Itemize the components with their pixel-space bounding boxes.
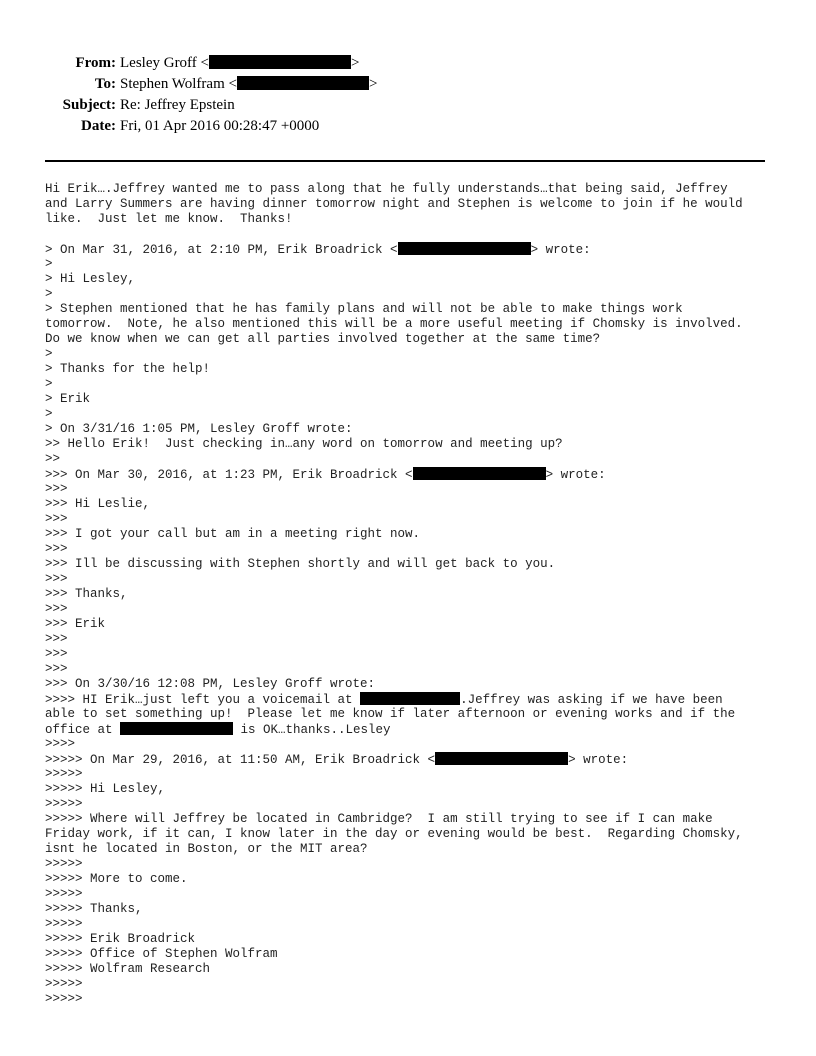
subject-value: Re: Jeffrey Epstein <box>120 97 235 113</box>
body-line: >>>>> <box>45 977 83 991</box>
body-line: > Thanks for the help! <box>45 362 211 376</box>
body-line: isnt he located in Boston, or the MIT area? <box>45 842 368 856</box>
body-line: >>>> <box>45 737 76 751</box>
body-line: >>> <box>45 632 68 646</box>
body-line <box>45 692 785 707</box>
blank-line <box>45 227 785 242</box>
from-label: From: <box>75 55 116 71</box>
attribution-text: >>> On Mar 30, 2016, at 1:23 PM, Erik Broadrick < <box>45 468 413 482</box>
attribution-text: > wrote: <box>530 243 591 257</box>
from-name: Lesley Groff < <box>120 55 209 71</box>
body-line: > Hi Lesley, <box>45 272 136 286</box>
attribution-text: >>>>> On Mar 29, 2016, at 11:50 AM, Erik Broadrick < <box>45 753 436 767</box>
body-line: >>>>> Hi Lesley, <box>45 782 166 796</box>
body-line: >>>>> <box>45 767 83 781</box>
body-line: > <box>45 377 53 391</box>
body-text: .Jeffrey was asking if we have been <box>460 693 723 707</box>
body-line: >>> <box>45 647 68 661</box>
subject-label: Subject: <box>62 97 116 113</box>
body-line: > <box>45 257 53 271</box>
body-line: > <box>45 347 53 361</box>
date-label: Date: <box>81 118 116 134</box>
body-line: >>> Erik <box>45 617 106 631</box>
redaction-bar <box>360 692 460 705</box>
body-line: > <box>45 287 53 301</box>
body-line: Do we know when we can get all parties involved together at the same time? <box>45 332 601 346</box>
body-line: >> Hello Erik! Just checking in…any word on tomorrow and meeting up? <box>45 437 563 451</box>
body-line: > On 3/31/16 1:05 PM, Lesley Groff wrote: <box>45 422 353 436</box>
to-row <box>0 74 816 95</box>
body-line: >>>>> More to come. <box>45 872 188 886</box>
from-row <box>0 53 816 74</box>
body-line: > <box>45 407 53 421</box>
body-line: >>>>> Where will Jeffrey be located in Cambridge? I am still trying to see if I can make <box>45 812 713 826</box>
attribution-text: > wrote: <box>545 468 606 482</box>
quote-attribution <box>45 752 785 767</box>
body-line: >>> On 3/30/16 12:08 PM, Lesley Groff wrote: <box>45 677 376 691</box>
redaction-bar <box>435 752 568 765</box>
body-line: >>>>> Wolfram Research <box>45 962 211 976</box>
body-line: >>>>> Office of Stephen Wolfram <box>45 947 278 961</box>
body-line: > Erik <box>45 392 91 406</box>
redaction-bar <box>209 55 351 69</box>
email-header <box>0 53 816 137</box>
body-line: >>>>> <box>45 887 83 901</box>
body-line: >>> <box>45 572 68 586</box>
to-close: > <box>368 76 378 92</box>
body-line: and Larry Summers are having dinner tomorrow night and Stephen is welcome to join if he would <box>45 197 743 211</box>
body-line: >>>>> Erik Broadrick <box>45 932 196 946</box>
subject-row <box>0 95 816 116</box>
to-name: Stephen Wolfram < <box>120 76 237 92</box>
body-line: >>> Thanks, <box>45 587 128 601</box>
redaction-bar <box>120 722 233 735</box>
date-row <box>0 116 816 137</box>
body-line: >>> <box>45 542 68 556</box>
from-close: > <box>351 55 360 71</box>
body-line: >>>>> <box>45 917 83 931</box>
to-label: To: <box>94 76 116 92</box>
redaction-bar <box>398 242 531 255</box>
body-line: > Stephen mentioned that he has family plans and will not be able to make things work <box>45 302 683 316</box>
attribution-text: > wrote: <box>568 753 629 767</box>
email-body <box>45 182 785 1007</box>
body-line: >>> <box>45 602 68 616</box>
body-line: >>>>> <box>45 797 83 811</box>
quote-attribution <box>45 467 785 482</box>
date-value: Fri, 01 Apr 2016 00:28:47 +0000 <box>120 118 320 134</box>
body-line: >>> <box>45 662 68 676</box>
quote-attribution <box>45 242 785 257</box>
body-line: Friday work, if it can, I know later in the day or evening would be best. Regarding Chomsky, <box>45 827 743 841</box>
body-text: is OK…thanks..Lesley <box>233 723 391 737</box>
redaction-bar <box>413 467 546 480</box>
attribution-text: > On Mar 31, 2016, at 2:10 PM, Erik Broadrick < <box>45 243 398 257</box>
body-line: >>> <box>45 482 68 496</box>
body-line: >>> Hi Leslie, <box>45 497 151 511</box>
body-line: >>> I got your call but am in a meeting right now. <box>45 527 421 541</box>
to-value <box>120 74 377 95</box>
body-line: >>> Ill be discussing with Stephen shortly and will get back to you. <box>45 557 556 571</box>
body-line: >>> <box>45 512 68 526</box>
body-line: >>>>> Thanks, <box>45 902 143 916</box>
body-line: tomorrow. Note, he also mentioned this will be a more useful meeting if Chomsky is involved. <box>45 317 743 331</box>
body-line: >>>>> <box>45 992 83 1006</box>
body-line <box>45 722 785 737</box>
redaction-bar <box>237 76 369 90</box>
body-line: >> <box>45 452 61 466</box>
from-value <box>120 53 359 74</box>
body-line: Hi Erik….Jeffrey wanted me to pass along that he fully understands…that being said, Jeffrey <box>45 182 728 196</box>
body-line: >>>>> <box>45 857 83 871</box>
header-divider <box>45 160 765 162</box>
body-line: like. Just let me know. Thanks! <box>45 212 293 226</box>
body-text: office at <box>45 723 121 737</box>
body-line: able to set something up! Please let me know if later afternoon or evening works and if the <box>45 707 736 721</box>
body-text: >>>> HI Erik…just left you a voicemail at <box>45 693 361 707</box>
